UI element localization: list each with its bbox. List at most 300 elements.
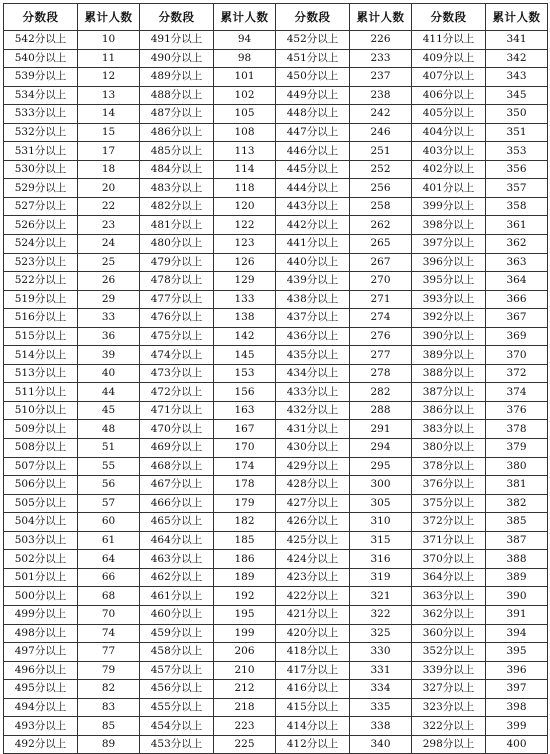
cumulative-count-cell: 343 <box>486 68 548 87</box>
table-row <box>4 643 548 662</box>
score-range-cell: 482分以上 <box>140 197 214 216</box>
score-range-cell: 371分以上 <box>412 531 486 550</box>
cumulative-count-cell: 83 <box>78 698 140 717</box>
table-row <box>4 457 548 476</box>
score-range-cell: 530分以上 <box>4 160 78 179</box>
table-row <box>4 197 548 216</box>
cumulative-count-cell: 330 <box>350 643 412 662</box>
score-range-cell: 407分以上 <box>412 68 486 87</box>
score-range-cell: 414分以上 <box>276 717 350 736</box>
cumulative-count-cell: 186 <box>214 550 276 569</box>
table-row <box>4 587 548 606</box>
score-range-cell: 430分以上 <box>276 439 350 458</box>
table-row <box>4 346 548 365</box>
score-range-cell: 479分以上 <box>140 253 214 272</box>
score-range-cell: 389分以上 <box>412 346 486 365</box>
cumulative-count-cell: 102 <box>214 86 276 105</box>
score-range-cell: 508分以上 <box>4 439 78 458</box>
score-range-cell: 468分以上 <box>140 457 214 476</box>
score-range-cell: 503分以上 <box>4 531 78 550</box>
cumulative-count-cell: 322 <box>350 605 412 624</box>
score-range-cell: 498分以上 <box>4 624 78 643</box>
header-cumulative-count: 累计人数 <box>214 4 276 31</box>
cumulative-count-cell: 74 <box>78 624 140 643</box>
score-distribution-table <box>3 3 548 754</box>
header-score-range: 分数段 <box>4 4 78 31</box>
score-range-cell: 441分以上 <box>276 235 350 254</box>
score-range-cell: 465分以上 <box>140 513 214 532</box>
cumulative-count-cell: 340 <box>350 735 412 754</box>
score-range-cell: 500分以上 <box>4 587 78 606</box>
cumulative-count-cell: 265 <box>350 235 412 254</box>
score-range-cell: 470分以上 <box>140 420 214 439</box>
cumulative-count-cell: 138 <box>214 309 276 328</box>
score-range-cell: 501分以上 <box>4 568 78 587</box>
score-range-cell: 542分以上 <box>4 31 78 50</box>
score-table-container <box>3 3 548 754</box>
cumulative-count-cell: 56 <box>78 476 140 495</box>
cumulative-count-cell: 77 <box>78 643 140 662</box>
cumulative-count-cell: 399 <box>486 717 548 736</box>
score-range-cell: 364分以上 <box>412 568 486 587</box>
score-range-cell: 432分以上 <box>276 401 350 420</box>
table-body <box>4 31 548 754</box>
cumulative-count-cell: 206 <box>214 643 276 662</box>
cumulative-count-cell: 108 <box>214 123 276 142</box>
cumulative-count-cell: 12 <box>78 68 140 87</box>
cumulative-count-cell: 189 <box>214 568 276 587</box>
score-range-cell: 515分以上 <box>4 327 78 346</box>
score-range-cell: 480分以上 <box>140 235 214 254</box>
cumulative-count-cell: 262 <box>350 216 412 235</box>
cumulative-count-cell: 14 <box>78 105 140 124</box>
score-range-cell: 372分以上 <box>412 513 486 532</box>
cumulative-count-cell: 251 <box>350 142 412 161</box>
score-range-cell: 420分以上 <box>276 624 350 643</box>
cumulative-count-cell: 129 <box>214 272 276 291</box>
cumulative-count-cell: 291 <box>350 420 412 439</box>
cumulative-count-cell: 363 <box>486 253 548 272</box>
cumulative-count-cell: 357 <box>486 179 548 198</box>
cumulative-count-cell: 331 <box>350 661 412 680</box>
score-range-cell: 469分以上 <box>140 439 214 458</box>
score-range-cell: 392分以上 <box>412 309 486 328</box>
cumulative-count-cell: 122 <box>214 216 276 235</box>
cumulative-count-cell: 379 <box>486 439 548 458</box>
score-range-cell: 418分以上 <box>276 643 350 662</box>
score-range-cell: 442分以上 <box>276 216 350 235</box>
score-range-cell: 472分以上 <box>140 383 214 402</box>
cumulative-count-cell: 145 <box>214 346 276 365</box>
score-range-cell: 448分以上 <box>276 105 350 124</box>
header-score-range: 分数段 <box>412 4 486 31</box>
table-row <box>4 476 548 495</box>
cumulative-count-cell: 20 <box>78 179 140 198</box>
score-range-cell: 298分以上 <box>412 735 486 754</box>
cumulative-count-cell: 382 <box>486 494 548 513</box>
table-row <box>4 383 548 402</box>
cumulative-count-cell: 381 <box>486 476 548 495</box>
score-range-cell: 457分以上 <box>140 661 214 680</box>
cumulative-count-cell: 70 <box>78 605 140 624</box>
score-range-cell: 489分以上 <box>140 68 214 87</box>
cumulative-count-cell: 192 <box>214 587 276 606</box>
table-row <box>4 179 548 198</box>
score-range-cell: 396分以上 <box>412 253 486 272</box>
cumulative-count-cell: 170 <box>214 439 276 458</box>
score-range-cell: 466分以上 <box>140 494 214 513</box>
cumulative-count-cell: 98 <box>214 49 276 68</box>
cumulative-count-cell: 376 <box>486 401 548 420</box>
table-row <box>4 105 548 124</box>
cumulative-count-cell: 246 <box>350 123 412 142</box>
score-range-cell: 522分以上 <box>4 272 78 291</box>
cumulative-count-cell: 199 <box>214 624 276 643</box>
cumulative-count-cell: 17 <box>78 142 140 161</box>
score-range-cell: 460分以上 <box>140 605 214 624</box>
cumulative-count-cell: 24 <box>78 235 140 254</box>
score-range-cell: 510分以上 <box>4 401 78 420</box>
cumulative-count-cell: 277 <box>350 346 412 365</box>
score-range-cell: 519分以上 <box>4 290 78 309</box>
cumulative-count-cell: 300 <box>350 476 412 495</box>
cumulative-count-cell: 13 <box>78 86 140 105</box>
cumulative-count-cell: 350 <box>486 105 548 124</box>
cumulative-count-cell: 40 <box>78 364 140 383</box>
header-score-range: 分数段 <box>276 4 350 31</box>
score-range-cell: 398分以上 <box>412 216 486 235</box>
score-range-cell: 429分以上 <box>276 457 350 476</box>
header-cumulative-count: 累计人数 <box>78 4 140 31</box>
score-range-cell: 450分以上 <box>276 68 350 87</box>
table-row <box>4 86 548 105</box>
cumulative-count-cell: 79 <box>78 661 140 680</box>
score-range-cell: 435分以上 <box>276 346 350 365</box>
cumulative-count-cell: 51 <box>78 439 140 458</box>
cumulative-count-cell: 18 <box>78 160 140 179</box>
score-range-cell: 406分以上 <box>412 86 486 105</box>
cumulative-count-cell: 10 <box>78 31 140 50</box>
table-row <box>4 624 548 643</box>
table-row <box>4 401 548 420</box>
score-range-cell: 490分以上 <box>140 49 214 68</box>
cumulative-count-cell: 66 <box>78 568 140 587</box>
table-row <box>4 216 548 235</box>
score-range-cell: 464分以上 <box>140 531 214 550</box>
score-range-cell: 404分以上 <box>412 123 486 142</box>
score-range-cell: 476分以上 <box>140 309 214 328</box>
score-range-cell: 462分以上 <box>140 568 214 587</box>
table-row <box>4 661 548 680</box>
score-range-cell: 539分以上 <box>4 68 78 87</box>
cumulative-count-cell: 142 <box>214 327 276 346</box>
cumulative-count-cell: 11 <box>78 49 140 68</box>
score-range-cell: 436分以上 <box>276 327 350 346</box>
cumulative-count-cell: 366 <box>486 290 548 309</box>
cumulative-count-cell: 342 <box>486 49 548 68</box>
cumulative-count-cell: 256 <box>350 179 412 198</box>
cumulative-count-cell: 114 <box>214 160 276 179</box>
table-row <box>4 420 548 439</box>
score-range-cell: 529分以上 <box>4 179 78 198</box>
score-range-cell: 531分以上 <box>4 142 78 161</box>
score-range-cell: 383分以上 <box>412 420 486 439</box>
table-row <box>4 49 548 68</box>
table-row <box>4 253 548 272</box>
score-range-cell: 451分以上 <box>276 49 350 68</box>
cumulative-count-cell: 395 <box>486 643 548 662</box>
cumulative-count-cell: 225 <box>214 735 276 754</box>
score-range-cell: 437分以上 <box>276 309 350 328</box>
table-row <box>4 142 548 161</box>
score-range-cell: 387分以上 <box>412 383 486 402</box>
cumulative-count-cell: 387 <box>486 531 548 550</box>
score-range-cell: 438分以上 <box>276 290 350 309</box>
cumulative-count-cell: 388 <box>486 550 548 569</box>
score-range-cell: 453分以上 <box>140 735 214 754</box>
score-range-cell: 412分以上 <box>276 735 350 754</box>
cumulative-count-cell: 39 <box>78 346 140 365</box>
table-row <box>4 550 548 569</box>
score-range-cell: 505分以上 <box>4 494 78 513</box>
cumulative-count-cell: 325 <box>350 624 412 643</box>
score-range-cell: 491分以上 <box>140 31 214 50</box>
score-range-cell: 483分以上 <box>140 179 214 198</box>
score-range-cell: 378分以上 <box>412 457 486 476</box>
score-range-cell: 388分以上 <box>412 364 486 383</box>
score-range-cell: 393分以上 <box>412 290 486 309</box>
table-row <box>4 605 548 624</box>
table-row <box>4 494 548 513</box>
score-range-cell: 428分以上 <box>276 476 350 495</box>
score-range-cell: 322分以上 <box>412 717 486 736</box>
cumulative-count-cell: 133 <box>214 290 276 309</box>
score-range-cell: 363分以上 <box>412 587 486 606</box>
score-range-cell: 494分以上 <box>4 698 78 717</box>
score-range-cell: 485分以上 <box>140 142 214 161</box>
table-row <box>4 235 548 254</box>
cumulative-count-cell: 60 <box>78 513 140 532</box>
table-row <box>4 327 548 346</box>
score-range-cell: 446分以上 <box>276 142 350 161</box>
score-range-cell: 360分以上 <box>412 624 486 643</box>
score-range-cell: 509分以上 <box>4 420 78 439</box>
cumulative-count-cell: 156 <box>214 383 276 402</box>
cumulative-count-cell: 315 <box>350 531 412 550</box>
cumulative-count-cell: 238 <box>350 86 412 105</box>
cumulative-count-cell: 218 <box>214 698 276 717</box>
cumulative-count-cell: 167 <box>214 420 276 439</box>
cumulative-count-cell: 123 <box>214 235 276 254</box>
score-range-cell: 403分以上 <box>412 142 486 161</box>
table-row <box>4 568 548 587</box>
cumulative-count-cell: 22 <box>78 197 140 216</box>
cumulative-count-cell: 389 <box>486 568 548 587</box>
cumulative-count-cell: 82 <box>78 680 140 699</box>
score-range-cell: 402分以上 <box>412 160 486 179</box>
cumulative-count-cell: 358 <box>486 197 548 216</box>
score-range-cell: 327分以上 <box>412 680 486 699</box>
cumulative-count-cell: 274 <box>350 309 412 328</box>
score-range-cell: 459分以上 <box>140 624 214 643</box>
score-range-cell: 493分以上 <box>4 717 78 736</box>
cumulative-count-cell: 26 <box>78 272 140 291</box>
score-range-cell: 421分以上 <box>276 605 350 624</box>
score-range-cell: 455分以上 <box>140 698 214 717</box>
cumulative-count-cell: 335 <box>350 698 412 717</box>
cumulative-count-cell: 33 <box>78 309 140 328</box>
score-range-cell: 454分以上 <box>140 717 214 736</box>
score-range-cell: 401分以上 <box>412 179 486 198</box>
table-header <box>4 4 548 31</box>
cumulative-count-cell: 195 <box>214 605 276 624</box>
cumulative-count-cell: 353 <box>486 142 548 161</box>
score-range-cell: 423分以上 <box>276 568 350 587</box>
cumulative-count-cell: 89 <box>78 735 140 754</box>
table-row <box>4 735 548 754</box>
cumulative-count-cell: 179 <box>214 494 276 513</box>
cumulative-count-cell: 23 <box>78 216 140 235</box>
header-cumulative-count: 累计人数 <box>350 4 412 31</box>
score-range-cell: 504分以上 <box>4 513 78 532</box>
table-row <box>4 364 548 383</box>
cumulative-count-cell: 210 <box>214 661 276 680</box>
score-range-cell: 411分以上 <box>412 31 486 50</box>
score-range-cell: 488分以上 <box>140 86 214 105</box>
table-row <box>4 309 548 328</box>
cumulative-count-cell: 282 <box>350 383 412 402</box>
cumulative-count-cell: 163 <box>214 401 276 420</box>
cumulative-count-cell: 258 <box>350 197 412 216</box>
cumulative-count-cell: 118 <box>214 179 276 198</box>
header-score-range: 分数段 <box>140 4 214 31</box>
score-range-cell: 397分以上 <box>412 235 486 254</box>
score-range-cell: 395分以上 <box>412 272 486 291</box>
score-range-cell: 527分以上 <box>4 197 78 216</box>
score-range-cell: 415分以上 <box>276 698 350 717</box>
score-range-cell: 461分以上 <box>140 587 214 606</box>
cumulative-count-cell: 57 <box>78 494 140 513</box>
cumulative-count-cell: 29 <box>78 290 140 309</box>
score-range-cell: 478分以上 <box>140 272 214 291</box>
cumulative-count-cell: 316 <box>350 550 412 569</box>
cumulative-count-cell: 223 <box>214 717 276 736</box>
cumulative-count-cell: 61 <box>78 531 140 550</box>
score-range-cell: 484分以上 <box>140 160 214 179</box>
score-range-cell: 452分以上 <box>276 31 350 50</box>
score-range-cell: 431分以上 <box>276 420 350 439</box>
score-range-cell: 352分以上 <box>412 643 486 662</box>
score-range-cell: 386分以上 <box>412 401 486 420</box>
score-range-cell: 447分以上 <box>276 123 350 142</box>
cumulative-count-cell: 398 <box>486 698 548 717</box>
table-row <box>4 680 548 699</box>
cumulative-count-cell: 85 <box>78 717 140 736</box>
score-range-cell: 514分以上 <box>4 346 78 365</box>
table-row <box>4 31 548 50</box>
score-range-cell: 526分以上 <box>4 216 78 235</box>
score-range-cell: 506分以上 <box>4 476 78 495</box>
score-range-cell: 523分以上 <box>4 253 78 272</box>
score-range-cell: 440分以上 <box>276 253 350 272</box>
cumulative-count-cell: 378 <box>486 420 548 439</box>
score-range-cell: 473分以上 <box>140 364 214 383</box>
score-range-cell: 323分以上 <box>412 698 486 717</box>
score-range-cell: 481分以上 <box>140 216 214 235</box>
score-range-cell: 434分以上 <box>276 364 350 383</box>
cumulative-count-cell: 174 <box>214 457 276 476</box>
cumulative-count-cell: 338 <box>350 717 412 736</box>
table-row <box>4 160 548 179</box>
cumulative-count-cell: 385 <box>486 513 548 532</box>
cumulative-count-cell: 356 <box>486 160 548 179</box>
cumulative-count-cell: 374 <box>486 383 548 402</box>
cumulative-count-cell: 212 <box>214 680 276 699</box>
cumulative-count-cell: 390 <box>486 587 548 606</box>
cumulative-count-cell: 55 <box>78 457 140 476</box>
cumulative-count-cell: 369 <box>486 327 548 346</box>
table-row <box>4 439 548 458</box>
cumulative-count-cell: 68 <box>78 587 140 606</box>
score-range-cell: 513分以上 <box>4 364 78 383</box>
cumulative-count-cell: 226 <box>350 31 412 50</box>
cumulative-count-cell: 351 <box>486 123 548 142</box>
cumulative-count-cell: 310 <box>350 513 412 532</box>
cumulative-count-cell: 94 <box>214 31 276 50</box>
cumulative-count-cell: 120 <box>214 197 276 216</box>
table-row <box>4 513 548 532</box>
cumulative-count-cell: 64 <box>78 550 140 569</box>
cumulative-count-cell: 361 <box>486 216 548 235</box>
score-range-cell: 416分以上 <box>276 680 350 699</box>
table-row <box>4 123 548 142</box>
cumulative-count-cell: 305 <box>350 494 412 513</box>
table-row <box>4 698 548 717</box>
cumulative-count-cell: 362 <box>486 235 548 254</box>
score-range-cell: 443分以上 <box>276 197 350 216</box>
cumulative-count-cell: 364 <box>486 272 548 291</box>
cumulative-count-cell: 397 <box>486 680 548 699</box>
score-range-cell: 456分以上 <box>140 680 214 699</box>
cumulative-count-cell: 367 <box>486 309 548 328</box>
cumulative-count-cell: 242 <box>350 105 412 124</box>
cumulative-count-cell: 345 <box>486 86 548 105</box>
cumulative-count-cell: 370 <box>486 346 548 365</box>
cumulative-count-cell: 113 <box>214 142 276 161</box>
cumulative-count-cell: 394 <box>486 624 548 643</box>
score-range-cell: 417分以上 <box>276 661 350 680</box>
cumulative-count-cell: 288 <box>350 401 412 420</box>
score-range-cell: 471分以上 <box>140 401 214 420</box>
cumulative-count-cell: 396 <box>486 661 548 680</box>
cumulative-count-cell: 182 <box>214 513 276 532</box>
cumulative-count-cell: 25 <box>78 253 140 272</box>
cumulative-count-cell: 101 <box>214 68 276 87</box>
table-row <box>4 531 548 550</box>
cumulative-count-cell: 295 <box>350 457 412 476</box>
score-range-cell: 492分以上 <box>4 735 78 754</box>
score-range-cell: 475分以上 <box>140 327 214 346</box>
score-range-cell: 463分以上 <box>140 550 214 569</box>
score-range-cell: 497分以上 <box>4 643 78 662</box>
score-range-cell: 458分以上 <box>140 643 214 662</box>
score-range-cell: 524分以上 <box>4 235 78 254</box>
score-range-cell: 496分以上 <box>4 661 78 680</box>
score-range-cell: 427分以上 <box>276 494 350 513</box>
cumulative-count-cell: 400 <box>486 735 548 754</box>
score-range-cell: 425分以上 <box>276 531 350 550</box>
score-range-cell: 516分以上 <box>4 309 78 328</box>
